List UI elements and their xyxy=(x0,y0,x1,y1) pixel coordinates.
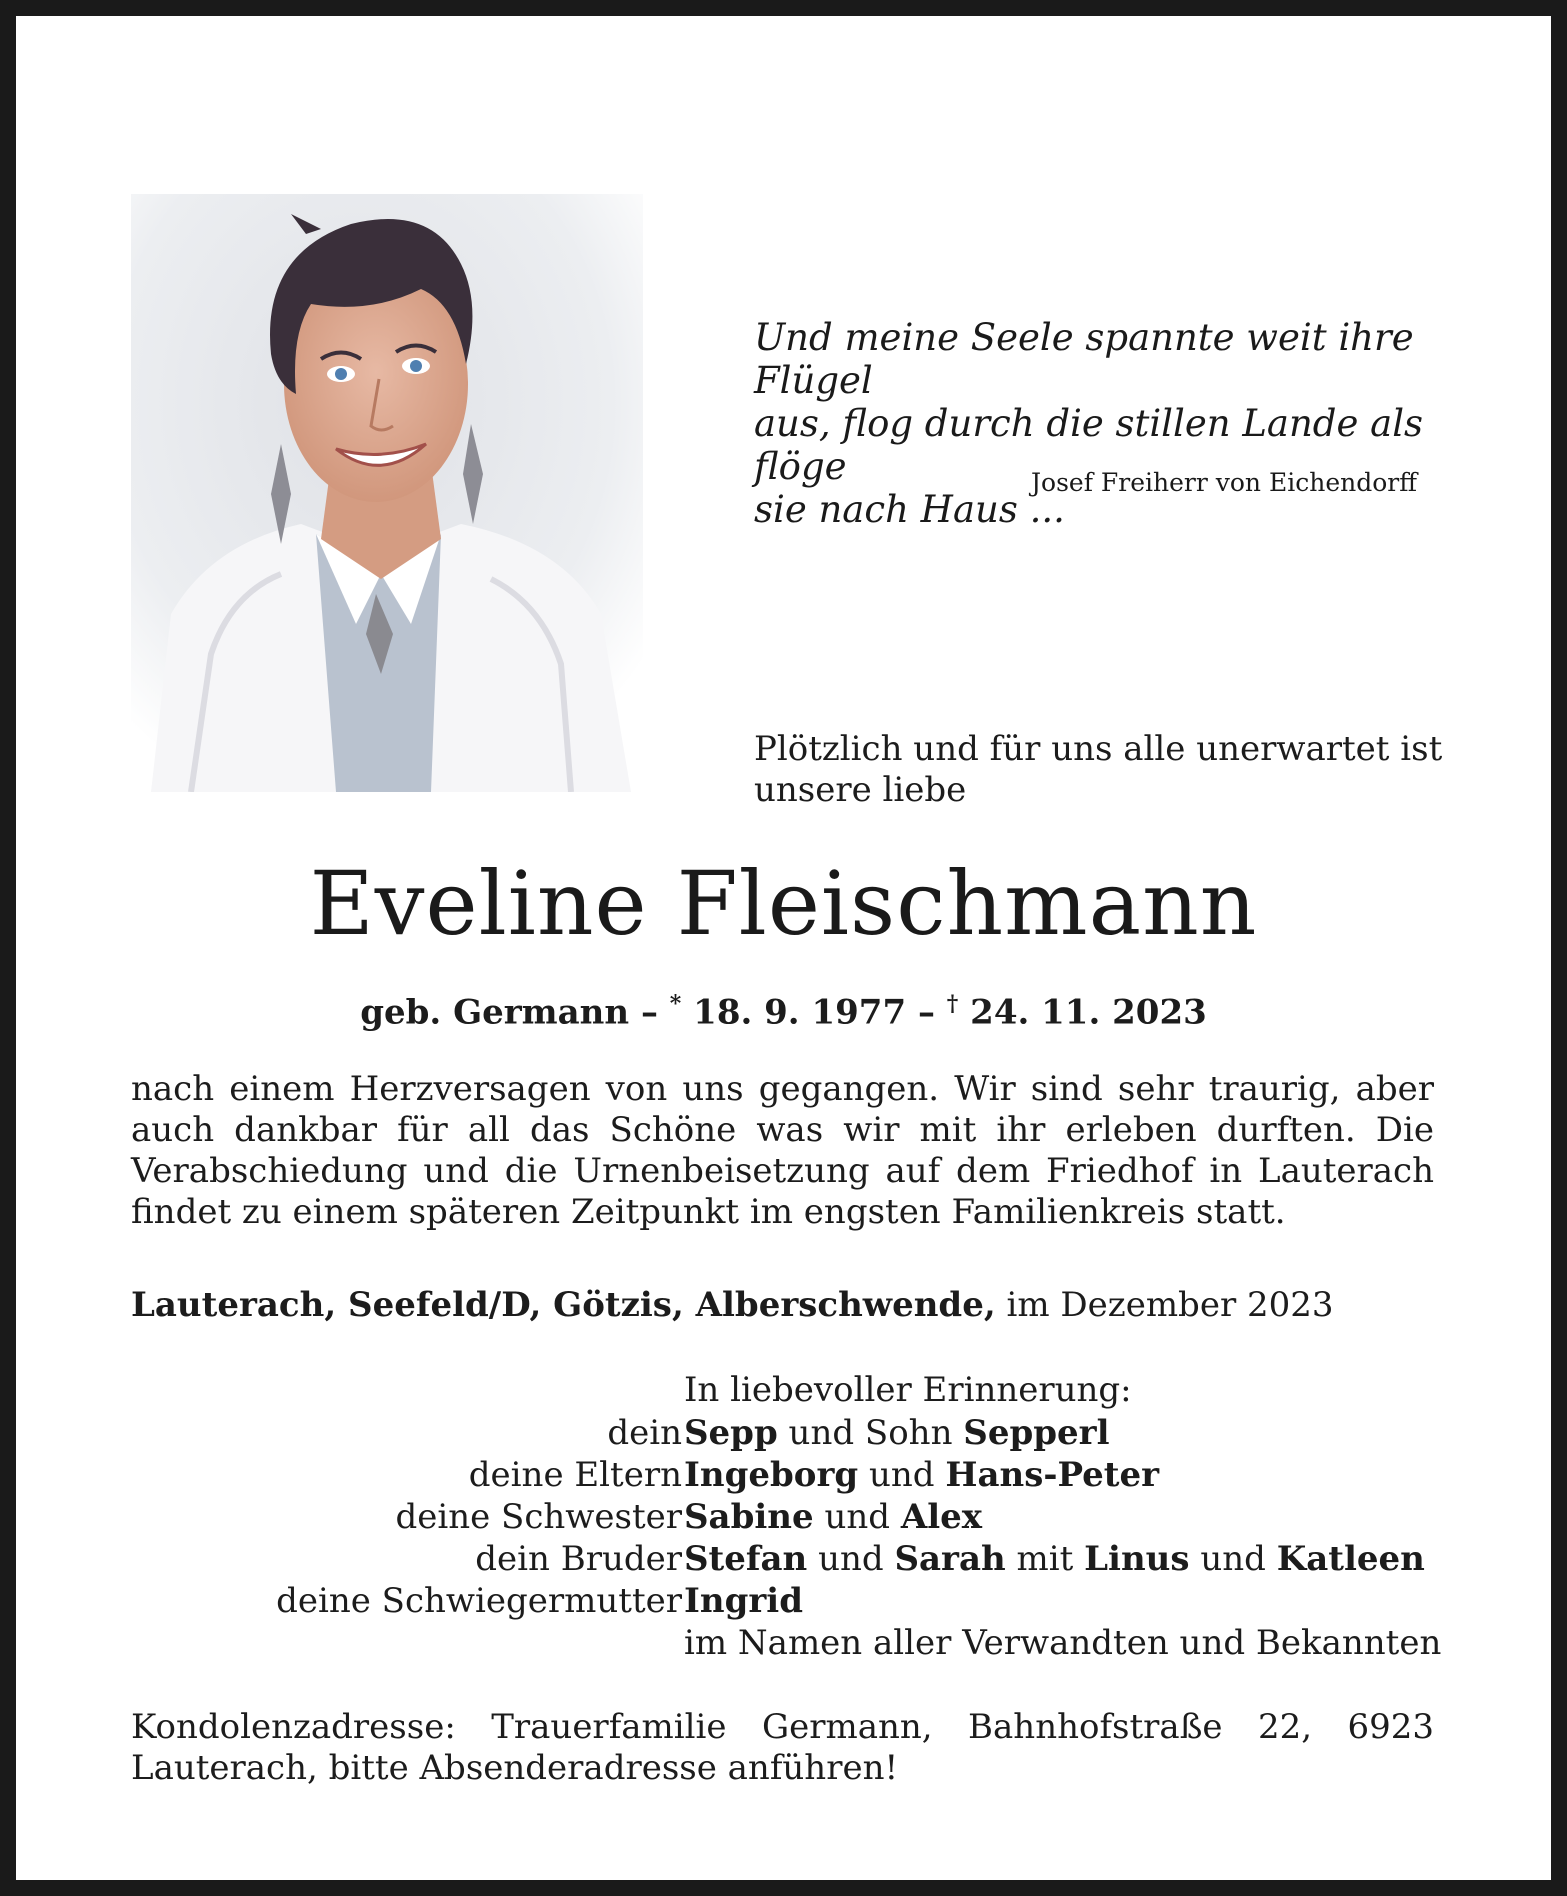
announcement-date: im Dezember 2023 xyxy=(1006,1285,1334,1325)
intro-line: unsere liebe xyxy=(754,770,967,810)
relation-label: deine Eltern xyxy=(468,1455,682,1495)
family-member-name: Sarah xyxy=(894,1539,1006,1579)
place-date-line xyxy=(131,1285,1451,1325)
connector-text: mit xyxy=(1016,1539,1074,1579)
closing-text: im Namen aller Verwandten und Bekannten xyxy=(684,1623,1442,1663)
family-names xyxy=(684,1413,1110,1453)
connector-text: und Sohn xyxy=(788,1413,953,1453)
life-dates xyxy=(16,991,1551,1032)
family-member-name: Sepperl xyxy=(963,1413,1110,1453)
announcement-text: nach einem Herzversagen von uns gegangen. Wir sind sehr traurig, aber auch dankbar für all das Schöne was wir mit ihr erleben durften. Die Verabschiedung und die Urnenbeisetzung auf dem Friedhof in Lauterach findet zu einem späteren Zeitpunkt im engsten Familienkreis statt. xyxy=(131,1069,1434,1232)
death-cross-symbol: † xyxy=(946,991,959,1017)
family-member-name: Sabine xyxy=(684,1497,814,1537)
deceased-name: Eveline Fleischmann xyxy=(309,852,1258,955)
relation-label: deine Schwester xyxy=(395,1497,682,1537)
death-date: 24. 11. 2023 xyxy=(970,992,1207,1033)
relation-label: deine Schwiegermutter xyxy=(276,1581,682,1621)
family-names xyxy=(684,1455,1159,1495)
places: Lauterach, Seefeld/D, Götzis, Alberschwende, xyxy=(131,1285,996,1325)
quote-line: aus, flog durch die stillen Lande als flöge xyxy=(754,402,1424,488)
birth-name: geb. Germann xyxy=(360,992,630,1033)
connector-text: und xyxy=(1200,1539,1266,1579)
birth-star-symbol: * xyxy=(669,991,682,1017)
relation-label: dein xyxy=(607,1413,682,1453)
connector-text: und xyxy=(868,1455,935,1495)
connector-text: und xyxy=(818,1539,884,1579)
family-member-name: Katleen xyxy=(1276,1539,1425,1579)
family-member-name: Ingeborg xyxy=(684,1455,859,1495)
condolence-address: Kondolenzadresse: Trauerfamilie Germann, Bahnhofstraße 22, 6923 Lauterach, bitte Absenderadresse anführen! xyxy=(131,1707,1434,1788)
quote-author: Josef Freiherr von Eichendorff xyxy=(1031,468,1417,497)
dash-separator: – xyxy=(640,992,670,1033)
memory-heading: In liebevoller Erinnerung: xyxy=(684,1370,1132,1410)
family-row-closing xyxy=(16,1623,1551,1665)
family-member-name: Sepp xyxy=(684,1413,778,1453)
birth-date: 18. 9. 1977 xyxy=(693,992,907,1033)
family-member-name: Ingrid xyxy=(684,1581,803,1621)
family-member-name: Hans-Peter xyxy=(945,1455,1160,1495)
family-list xyxy=(16,1413,1551,1665)
family-names xyxy=(684,1497,982,1537)
portrait-photo xyxy=(131,194,643,792)
intro-text xyxy=(754,729,1474,811)
quote-line: Und meine Seele spannte weit ihre Flügel xyxy=(754,316,1414,402)
family-row xyxy=(16,1455,1551,1497)
family-member-name: Alex xyxy=(900,1497,983,1537)
connector-text: und xyxy=(824,1497,890,1537)
portrait-illustration xyxy=(131,194,643,792)
family-names xyxy=(684,1539,1425,1579)
family-member-name: Stefan xyxy=(684,1539,808,1579)
family-member-name: Linus xyxy=(1084,1539,1190,1579)
quote-line: sie nach Haus ... xyxy=(754,488,1065,531)
family-names xyxy=(684,1581,803,1621)
quote xyxy=(754,316,1434,531)
family-row xyxy=(16,1497,1551,1539)
family-row xyxy=(16,1581,1551,1623)
family-row xyxy=(16,1539,1551,1581)
relation-label: dein Bruder xyxy=(475,1539,682,1579)
dash-separator: – xyxy=(917,992,947,1033)
family-row xyxy=(16,1413,1551,1455)
intro-line: Plötzlich und für uns alle unerwartet ist xyxy=(754,729,1443,769)
